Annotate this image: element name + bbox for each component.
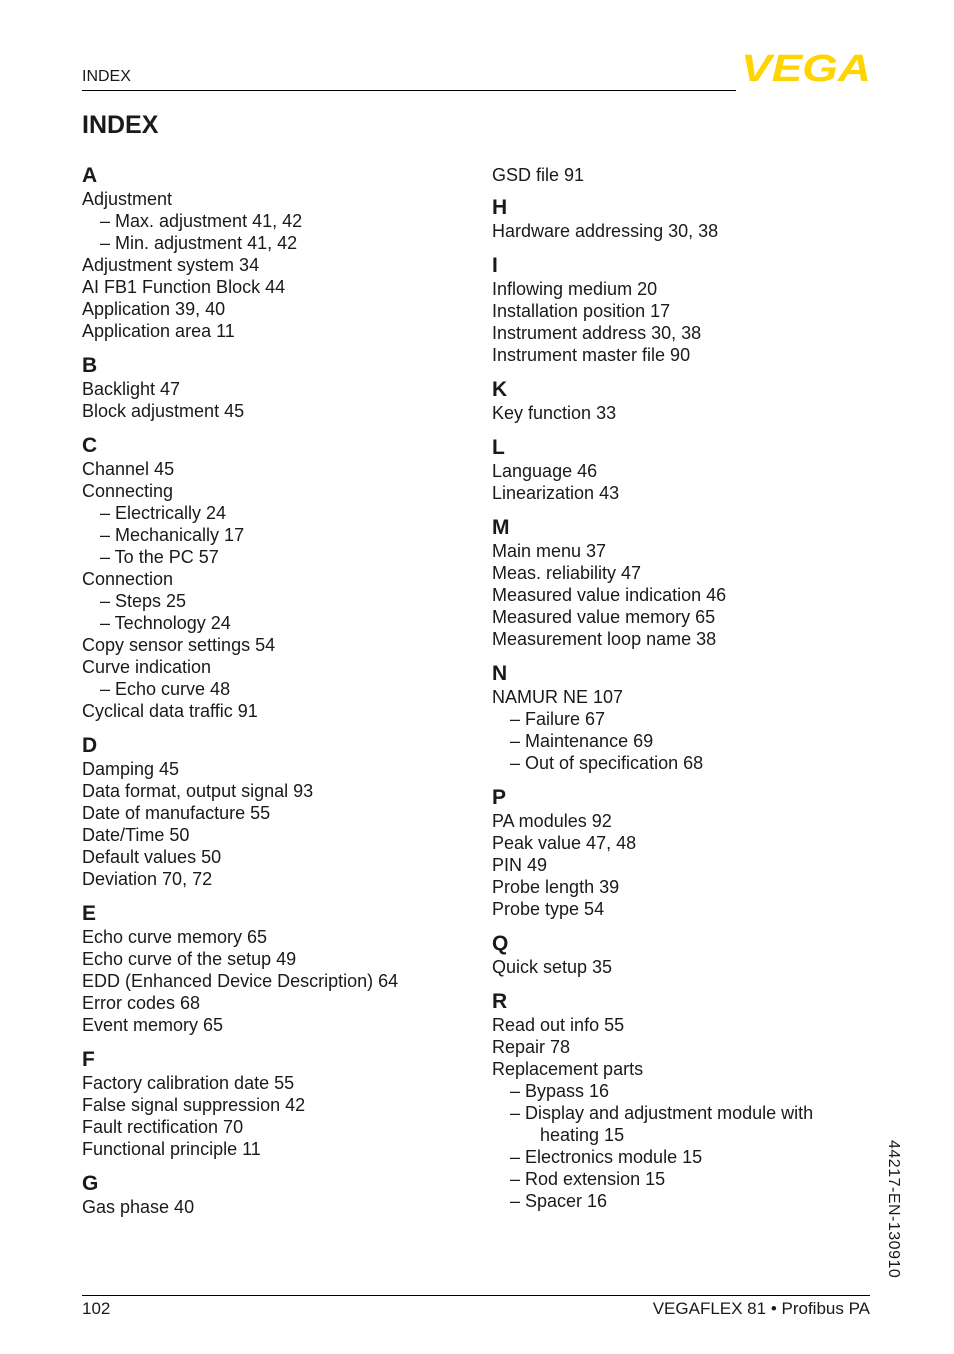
index-entry: Linearization 43 — [492, 483, 620, 503]
document-code: 44217-EN-130910 — [885, 1140, 902, 1279]
index-section — [82, 1048, 442, 1160]
index-entry: Functional principle 11 — [82, 1139, 261, 1159]
section-letter: F — [82, 1048, 95, 1071]
index-section — [492, 786, 852, 920]
vega-logo — [740, 52, 872, 84]
index-section — [82, 164, 442, 342]
index-entry: Deviation 70, 72 — [82, 869, 213, 889]
index-entry: EDD (Enhanced Device Description) 64 — [82, 971, 399, 991]
section-letter: N — [492, 662, 508, 685]
index-subentry: – Electronics module 15 — [510, 1147, 703, 1167]
index-entry: Measured value memory 65 — [492, 607, 716, 627]
index-subentry: – Display and adjustment module with — [510, 1103, 814, 1123]
index-entry: Key function 33 — [492, 403, 617, 423]
index-entry: Fault rectification 70 — [82, 1117, 244, 1137]
index-subentry: – Technology 24 — [100, 613, 231, 633]
index-section — [492, 516, 852, 650]
index-entry: Quick setup 35 — [492, 957, 613, 977]
index-entry: Inflowing medium 20 — [492, 279, 658, 299]
index-subentry: – Min. adjustment 41, 42 — [100, 233, 298, 253]
index-subentry: – Failure 67 — [510, 709, 606, 729]
index-entry: Channel 45 — [82, 459, 175, 479]
index-subentry: – Steps 25 — [100, 591, 187, 611]
section-letter: L — [492, 436, 505, 459]
index-entry: Gas phase 40 — [82, 1197, 195, 1217]
section-letter: C — [82, 434, 98, 457]
index-entry: Cyclical data traffic 91 — [82, 701, 258, 721]
index-subentry: – Mechanically 17 — [100, 525, 245, 545]
index-entry: Read out info 55 — [492, 1015, 625, 1035]
section-letter: I — [492, 254, 498, 277]
index-subentry: heating 15 — [540, 1125, 625, 1145]
index-section — [492, 164, 852, 186]
index-entry: Curve indication — [82, 657, 212, 677]
index-entry: Block adjustment 45 — [82, 401, 245, 421]
index-entry: Date of manufacture 55 — [82, 803, 271, 823]
footer-divider — [82, 1295, 870, 1296]
section-letter: H — [492, 196, 508, 219]
index-section — [492, 662, 852, 774]
section-letter: A — [82, 164, 98, 187]
index-subentry: – Out of specification 68 — [510, 753, 704, 773]
index-column-right — [492, 164, 852, 1224]
index-entry: Language 46 — [492, 461, 598, 481]
index-section — [82, 434, 442, 722]
section-letter: R — [492, 990, 508, 1013]
section-letter: K — [492, 378, 508, 401]
index-entry: Installation position 17 — [492, 301, 671, 321]
section-letter: M — [492, 516, 510, 539]
index-entry: Damping 45 — [82, 759, 180, 779]
index-section — [492, 990, 852, 1212]
index-entry: Date/Time 50 — [82, 825, 190, 845]
index-entry: Adjustment — [82, 189, 173, 209]
index-entry: Echo curve memory 65 — [82, 927, 268, 947]
index-entry: Hardware addressing 30, 38 — [492, 221, 719, 241]
index-entry: Measurement loop name 38 — [492, 629, 717, 649]
index-subentry: – Bypass 16 — [510, 1081, 610, 1101]
index-subentry: – Rod extension 15 — [510, 1169, 666, 1189]
document-title: VEGAFLEX 81 • Profibus PA — [652, 1299, 870, 1318]
index-subentry: – Max. adjustment 41, 42 — [100, 211, 303, 231]
index-subentry: – Spacer 16 — [510, 1191, 608, 1211]
section-letter: P — [492, 786, 507, 809]
index-section — [492, 436, 852, 504]
index-entry: PIN 49 — [492, 855, 548, 875]
index-entry: Error codes 68 — [82, 993, 201, 1013]
section-letter: G — [82, 1172, 99, 1195]
page-title: INDEX — [82, 111, 159, 139]
index-section — [82, 1172, 442, 1218]
page-number: 102 — [82, 1299, 111, 1318]
index-entry: Instrument address 30, 38 — [492, 323, 702, 343]
index-entry: Instrument master file 90 — [492, 345, 691, 365]
index-section — [492, 378, 852, 424]
index-entry: Event memory 65 — [82, 1015, 224, 1035]
section-letter: E — [82, 902, 97, 925]
section-letter: D — [82, 734, 98, 757]
index-subentry: – Echo curve 48 — [100, 679, 231, 699]
index-entry: Replacement parts — [492, 1059, 644, 1079]
index-entry: Default values 50 — [82, 847, 222, 867]
index-entry: GSD file 91 — [492, 165, 585, 185]
index-entry: Probe length 39 — [492, 877, 620, 897]
index-entry: Repair 78 — [492, 1037, 571, 1057]
index-section — [492, 932, 852, 978]
index-entry: Connection — [82, 569, 174, 589]
index-entry: Echo curve of the setup 49 — [82, 949, 297, 969]
section-letter: Q — [492, 932, 509, 955]
header-divider — [82, 90, 736, 91]
index-subentry: – Electrically 24 — [100, 503, 227, 523]
index-subentry: – Maintenance 69 — [510, 731, 654, 751]
index-entry: Main menu 37 — [492, 541, 607, 561]
index-entry: Connecting — [82, 481, 174, 501]
index-column-left — [82, 164, 442, 1230]
index-entry: False signal suppression 42 — [82, 1095, 306, 1115]
index-entry: NAMUR NE 107 — [492, 687, 624, 707]
index-entry: Application 39, 40 — [82, 299, 226, 319]
index-section — [82, 902, 442, 1036]
index-section — [82, 354, 442, 422]
index-entry: Adjustment system 34 — [82, 255, 260, 275]
index-section — [492, 254, 852, 366]
index-entry: Peak value 47, 48 — [492, 833, 637, 853]
index-entry: Backlight 47 — [82, 379, 181, 399]
index-entry: Application area 11 — [82, 321, 235, 341]
index-entry: Data format, output signal 93 — [82, 781, 314, 801]
index-section — [492, 196, 852, 242]
index-entry: AI FB1 Function Block 44 — [82, 277, 286, 297]
section-letter: B — [82, 354, 98, 377]
index-entry: Meas. reliability 47 — [492, 563, 642, 583]
index-entry: PA modules 92 — [492, 811, 612, 831]
index-entry: Factory calibration date 55 — [82, 1073, 295, 1093]
running-header: INDEX — [82, 68, 131, 85]
svg-text:VEGA: VEGA — [741, 52, 871, 84]
index-entry: Probe type 54 — [492, 899, 605, 919]
index-entry: Copy sensor settings 54 — [82, 635, 276, 655]
index-entry: Measured value indication 46 — [492, 585, 727, 605]
index-section — [82, 734, 442, 890]
index-subentry: – To the PC 57 — [100, 547, 219, 567]
